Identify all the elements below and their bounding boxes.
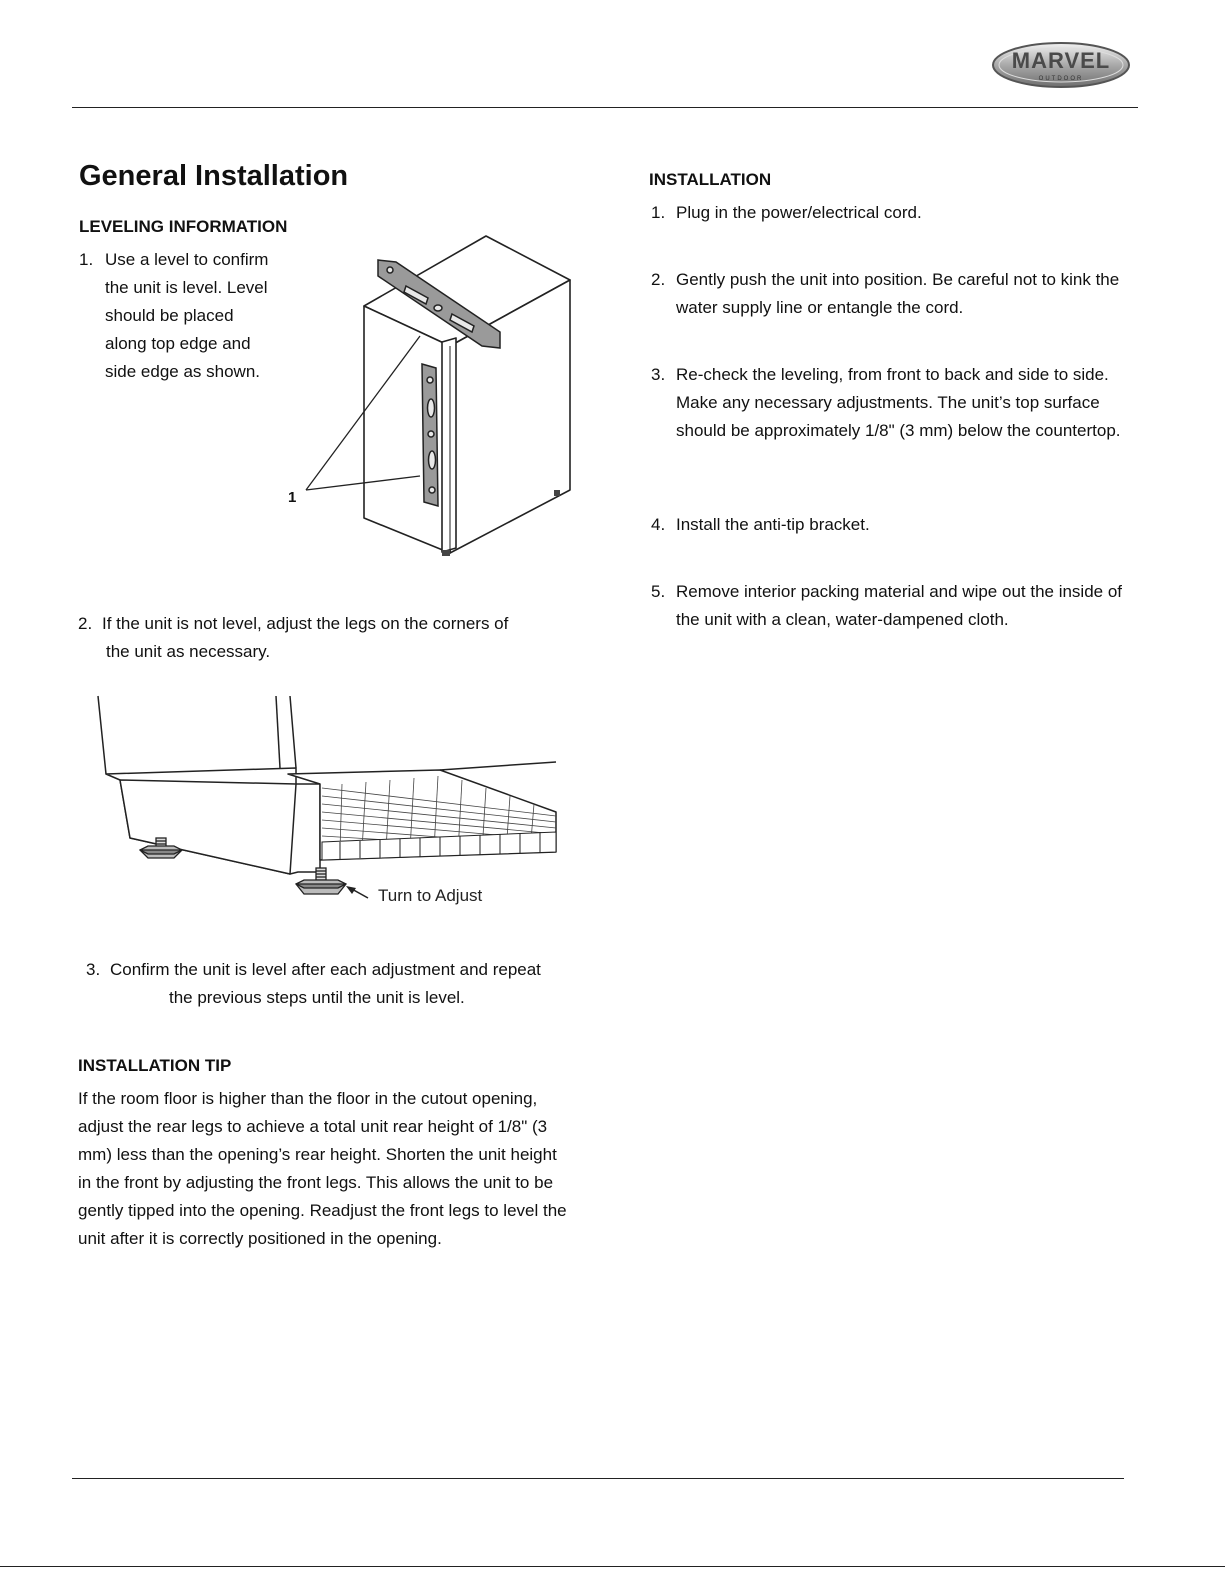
step-text-line-1: If the unit is not level, adjust the legs on the corners of <box>102 614 509 633</box>
step-text-line-1: Confirm the unit is level after each adjustment and repeat <box>110 960 541 979</box>
figure-label: Turn to Adjust <box>378 886 483 905</box>
marvel-logo <box>990 40 1132 90</box>
step-number: 2. <box>651 270 666 289</box>
callout-number: 1 <box>288 489 297 506</box>
leveling-step-3 <box>86 956 566 1012</box>
leveling-step-2 <box>78 610 558 666</box>
installation-heading: INSTALLATION <box>649 170 772 189</box>
step-text-line-2: the previous steps until the unit is level. <box>169 988 465 1007</box>
tip-heading: INSTALLATION TIP <box>78 1056 232 1075</box>
install-step-4 <box>651 511 1141 539</box>
step-text: Plug in the power/electrical cord. <box>676 203 922 222</box>
svg-text:OUTDOOR: OUTDOOR <box>1038 76 1084 82</box>
step-text: Install the anti-tip bracket. <box>676 515 870 534</box>
tip-text: If the room floor is higher than the floor in the cutout opening, adjust the rear legs to achieve a total unit rear height of 1/8" (3 mm) less than the opening’s rear height. Shorten the unit height in the front by adjusting the front legs. This allows the unit to be gently tipped into the opening. Readjust the front legs to level the unit after it is correctly positioned in the opening. <box>78 1089 567 1248</box>
step-number: 3. <box>86 960 101 979</box>
step-number: 5. <box>651 582 666 601</box>
svg-text:MARVEL: MARVEL <box>1011 48 1111 73</box>
step-text-line-2: the unit as necessary. <box>106 642 271 661</box>
level-placement-figure <box>280 228 580 568</box>
footer-rule <box>72 1478 1124 1479</box>
leveling-step-1 <box>79 246 279 386</box>
leg-adjust-figure <box>90 692 560 914</box>
install-step-3 <box>651 361 1141 445</box>
step-text: Gently push the unit into position. Be careful not to kink the water supply line or entangle the cord. <box>676 270 1120 317</box>
page-bottom-rule <box>0 1566 1225 1567</box>
step-number: 1. <box>79 250 94 269</box>
install-step-1 <box>651 199 1141 227</box>
page-title: General Installation <box>79 160 349 192</box>
step-number: 2. <box>78 614 93 633</box>
install-step-5 <box>651 578 1141 634</box>
header-rule <box>72 107 1138 108</box>
step-number: 1. <box>651 203 666 222</box>
step-text: Remove interior packing material and wipe out the inside of the unit with a clean, water-dampened cloth. <box>676 582 1123 629</box>
step-number: 3. <box>651 365 666 384</box>
install-step-2 <box>651 266 1141 322</box>
step-text: Re-check the leveling, from front to back and side to side. Make any necessary adjustments. The unit’s top surface should be approximately 1/8" (3 mm) below the countertop. <box>676 365 1121 440</box>
step-number: 4. <box>651 515 666 534</box>
step-text: Use a level to confirm the unit is level. Level should be placed along top edge and side edge as shown. <box>105 250 269 381</box>
leveling-heading: LEVELING INFORMATION <box>79 217 288 236</box>
